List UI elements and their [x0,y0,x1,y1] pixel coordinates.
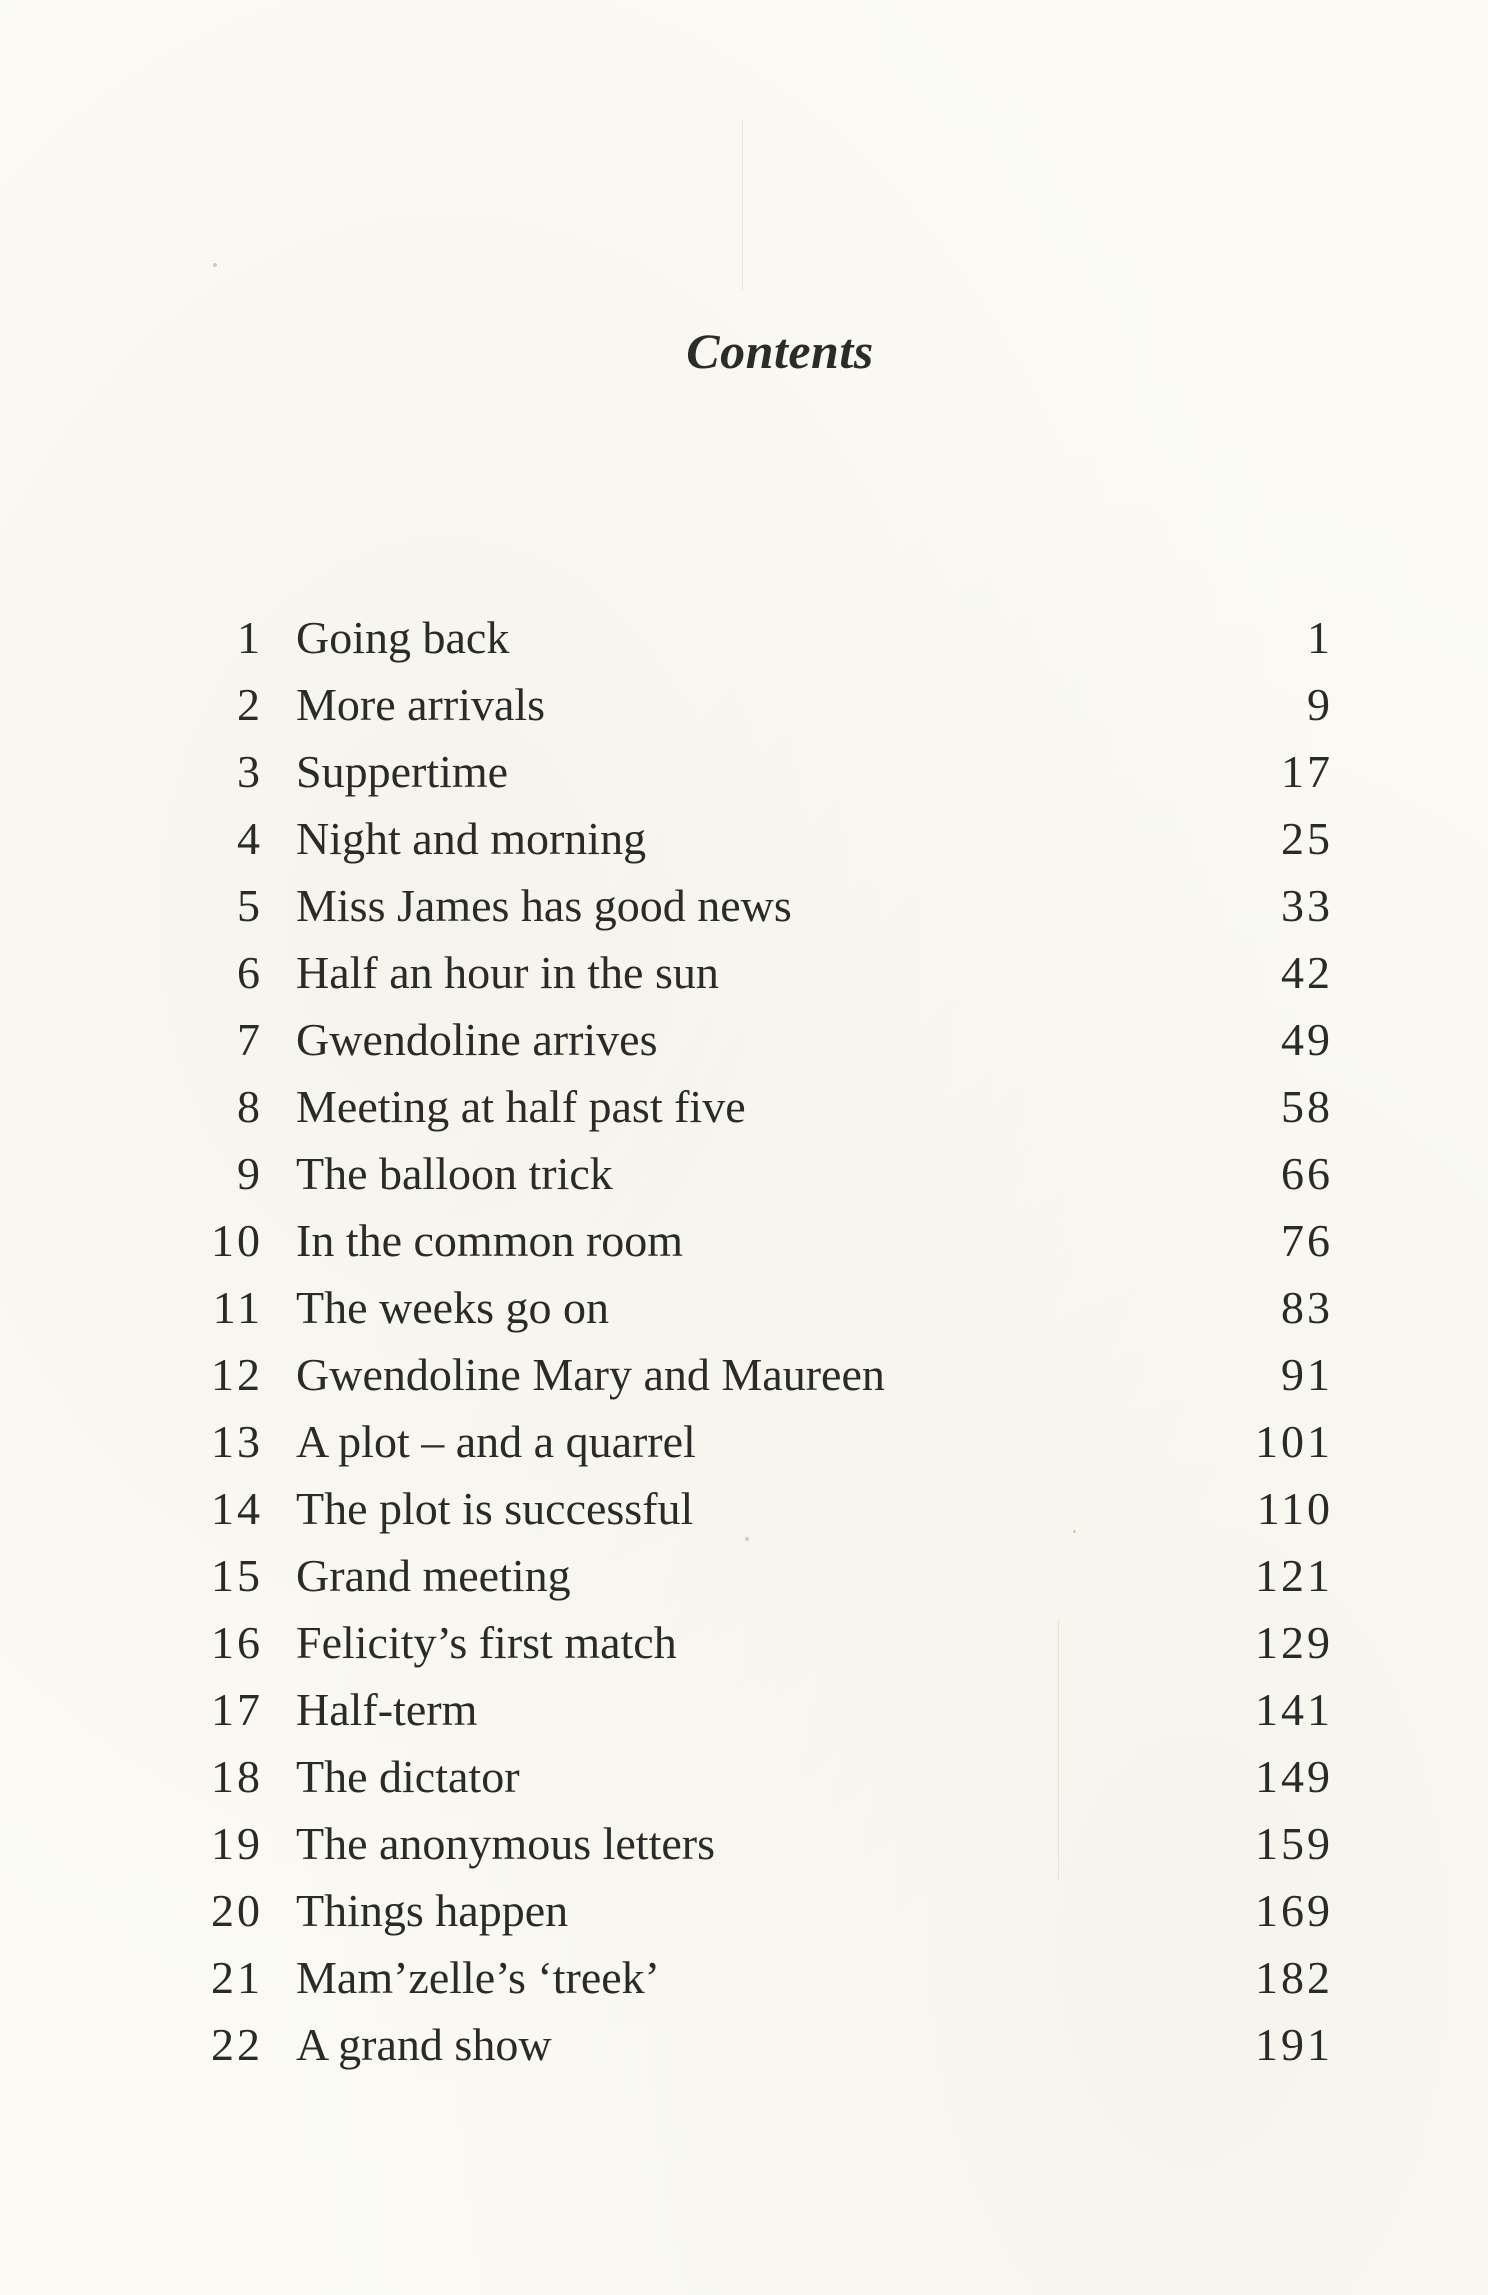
toc-entry [0,2011,1488,2078]
chapter-page-number: 66 [1281,1148,1333,1199]
chapter-number: 5 [237,880,263,931]
chapter-title: Felicity’s first match [296,1617,677,1668]
chapter-page-number: 58 [1281,1081,1333,1132]
chapter-title: The anonymous letters [296,1818,716,1869]
chapter-title: Things happen [296,1885,569,1936]
toc-entry [0,1207,1488,1274]
chapter-page-number: 49 [1281,1014,1333,1065]
toc-entry [0,738,1488,805]
toc-entry [0,1140,1488,1207]
chapter-page-number: 42 [1281,947,1333,998]
chapter-number: 21 [211,1952,263,2003]
chapter-number: 10 [211,1215,263,1266]
chapter-page-number: 33 [1281,880,1333,931]
chapter-number: 20 [211,1885,263,1936]
chapter-title: Suppertime [296,746,509,797]
chapter-title: Miss James has good news [296,880,792,931]
chapter-title: More arrivals [296,679,546,730]
page-title: Contents [686,323,874,379]
chapter-page-number: 182 [1255,1952,1333,2003]
chapter-page-number: 9 [1307,679,1333,730]
chapter-number: 15 [211,1550,263,1601]
chapter-number: 19 [211,1818,263,1869]
chapter-number: 4 [237,813,263,864]
chapter-number: 6 [237,947,263,998]
chapter-title: A plot – and a quarrel [296,1416,696,1467]
chapter-number: 2 [237,679,263,730]
chapter-title: Night and morning [296,813,647,864]
chapter-page-number: 129 [1255,1617,1333,1668]
toc-entry [0,1743,1488,1810]
chapter-number: 3 [237,746,263,797]
toc-entry [0,604,1488,671]
toc-entry [0,939,1488,1006]
chapter-title: The plot is successful [296,1483,694,1534]
toc-entry [0,1341,1488,1408]
paper-crease [742,120,743,290]
chapter-number: 22 [211,2019,263,2070]
chapter-page-number: 17 [1281,746,1333,797]
toc-entry [0,1542,1488,1609]
chapter-title: In the common room [296,1215,684,1266]
chapter-title: The dictator [296,1751,520,1802]
chapter-page-number: 159 [1255,1818,1333,1869]
table-of-contents [0,604,1488,2078]
chapter-number: 13 [211,1416,263,1467]
chapter-page-number: 110 [1256,1483,1333,1534]
chapter-number: 7 [237,1014,263,1065]
chapter-title: A grand show [296,2019,552,2070]
chapter-title: Half an hour in the sun [296,947,719,998]
chapter-page-number: 169 [1255,1885,1333,1936]
toc-entry [0,1609,1488,1676]
toc-entry [0,1475,1488,1542]
toc-entry [0,1274,1488,1341]
paper-speck [213,263,217,267]
chapter-title: The weeks go on [296,1282,609,1333]
chapter-number: 1 [237,612,263,663]
chapter-title: Mam’zelle’s ‘treek’ [296,1952,660,2003]
chapter-page-number: 149 [1255,1751,1333,1802]
chapter-title: Grand meeting [296,1550,571,1601]
chapter-page-number: 76 [1281,1215,1333,1266]
chapter-title: The balloon trick [296,1148,613,1199]
chapter-page-number: 121 [1255,1550,1333,1601]
chapter-page-number: 1 [1307,612,1333,663]
chapter-number: 12 [211,1349,263,1400]
chapter-page-number: 83 [1281,1282,1333,1333]
chapter-number: 16 [211,1617,263,1668]
toc-entry [0,1676,1488,1743]
toc-entry [0,805,1488,872]
toc-entry [0,872,1488,939]
chapter-page-number: 25 [1281,813,1333,864]
chapter-page-number: 141 [1255,1684,1333,1735]
chapter-page-number: 101 [1255,1416,1333,1467]
toc-entry [0,1408,1488,1475]
chapter-title: Gwendoline Mary and Maureen [296,1349,885,1400]
chapter-number: 11 [212,1282,263,1333]
toc-entry [0,1073,1488,1140]
chapter-title: Going back [296,612,510,663]
toc-entry [0,1877,1488,1944]
toc-entry [0,1006,1488,1073]
chapter-number: 8 [237,1081,263,1132]
chapter-page-number: 191 [1255,2019,1333,2070]
toc-entry [0,1944,1488,2011]
chapter-page-number: 91 [1281,1349,1333,1400]
chapter-number: 18 [211,1751,263,1802]
chapter-number: 17 [211,1684,263,1735]
chapter-number: 9 [237,1148,263,1199]
chapter-title: Gwendoline arrives [296,1014,658,1065]
chapter-title: Half-term [296,1684,478,1735]
chapter-title: Meeting at half past five [296,1081,746,1132]
chapter-number: 14 [211,1483,263,1534]
toc-entry [0,671,1488,738]
toc-entry [0,1810,1488,1877]
